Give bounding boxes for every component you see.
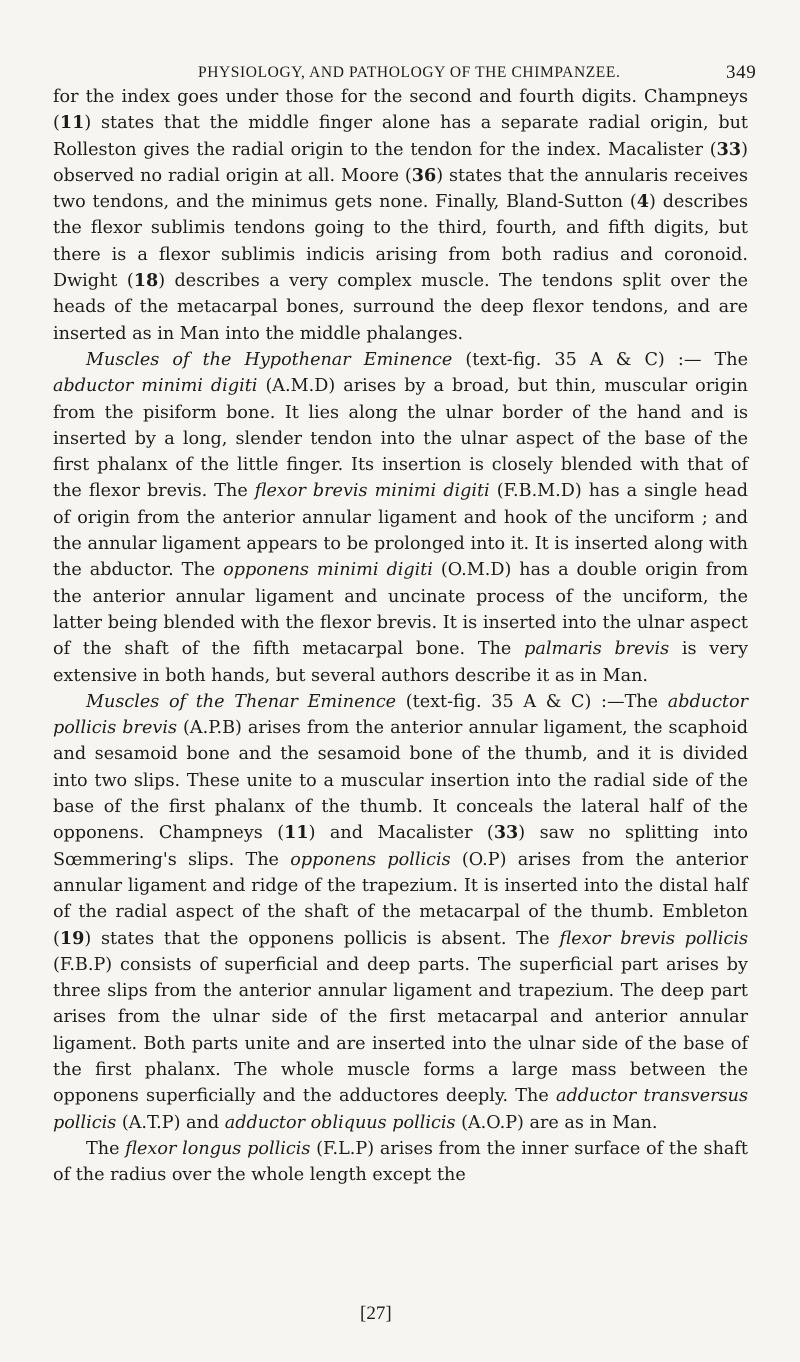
- reference-number: 36: [411, 164, 437, 186]
- text-run: ) states that the opponens pollicis is absent. The: [84, 928, 560, 949]
- paragraph-1: [53, 84, 748, 347]
- text-run: (F.B.M.D) has a single head of origin from the anterior annular ligament and hook of the unciform ; and the annular ligament appears to be prolonged into it. It is inserted along with the abductor. The: [53, 481, 748, 581]
- text-run: (F.L.P) arises from the inner surface of the shaft of the radius over the whole length except the: [53, 1138, 748, 1186]
- reference-number: 4: [636, 191, 650, 213]
- running-title: PHYSIOLOGY, AND PATHOLOGY OF THE CHIMPANZEE.: [198, 64, 621, 81]
- reference-number: 19: [59, 927, 85, 949]
- text-run: (text-fig. 35 A & C) :—The: [396, 691, 668, 712]
- italic-term: adductor obliquus pollicis: [224, 1112, 456, 1133]
- italic-term: opponens minimi digiti: [223, 560, 433, 581]
- paragraph-hypothenar: [53, 347, 748, 689]
- reference-number: 11: [59, 112, 85, 134]
- text-run: (O.P) arises from the anterior annular ligament and ridge of the trapezium. It is inserted into the distal half of the radial aspect of the shaft of the metacarpal of the thumb. Embleton (: [53, 849, 748, 949]
- text-run: ) states that the middle finger alone has a separate radial origin, but Rolleston gives the radial origin to the tendon for the index. Macalister (: [53, 113, 748, 160]
- text-run: (O.M.D) has a double origin from the anterior annular ligament and uncinate process of the unciform, the latter being blended with the flexor brevis. It is inserted into the ulnar aspect of the shaft of the fifth metacarpal bone. The: [53, 560, 749, 660]
- page-number: 349: [726, 62, 757, 83]
- body-text: [53, 84, 748, 1188]
- text-run: (A.T.P) and: [116, 1112, 225, 1133]
- reference-number: 33: [493, 822, 519, 844]
- italic-term: palmaris brevis: [524, 639, 670, 660]
- italic-term: Muscles of the Hypothenar Eminence: [86, 349, 453, 370]
- text-run: (F.B.P) consists of superficial and deep parts. The superficial part arises by three slips from the anterior annular ligament and trapezium. The deep part arises from the ulnar side of the first metacarpal and anterior annular ligament. Both parts unite and are inserted into the ulnar side of the base of the first phalanx. The whole muscle forms a large mass between the opponens superficially and the adductores deeply. The: [53, 954, 748, 1107]
- italic-term: flexor longus pollicis: [125, 1138, 311, 1159]
- text-run: ) observed no radial origin at all. Moore (: [53, 139, 748, 186]
- reference-number: 18: [133, 270, 159, 292]
- italic-term: abductor pollicis brevis: [53, 691, 748, 739]
- text-run: (A.O.P) are as in Man.: [455, 1112, 658, 1133]
- signature-mark: [27]: [360, 1303, 392, 1324]
- text-run: for the index goes under those for the second and fourth digits. Champneys (: [53, 87, 748, 134]
- text-run: is very extensive in both hands, but several authors describe it as in Man.: [53, 639, 749, 686]
- italic-term: abductor minimi digiti: [53, 376, 258, 397]
- text-run: ) states that the annularis receives two tendons, and the minimus gets none. Finally, Bland-Sutton (: [53, 165, 748, 213]
- text-run: ) describes the flexor sublimis tendons going to the third, fourth, and fifth digits, but there is a flexor sublimis indicis arising from both radius and coronoid. Dwight (: [53, 192, 748, 292]
- italic-term: flexor brevis minimi digiti: [254, 481, 490, 502]
- italic-term: Muscles of the Thenar Eminence: [86, 691, 397, 712]
- text-run: (A.M.D) arises by a broad, but thin, muscular origin from the pisiform bone. It lies along the ulnar border of the hand and is inserted by a long, slender tendon into the ulnar aspect of the base of the first phalanx of the little finger. Its insertion is closely blended with that of the flexor brevis. The: [53, 376, 748, 502]
- reference-number: 33: [716, 138, 742, 160]
- text-run: The: [86, 1138, 126, 1159]
- text-run: ) saw no splitting into Sœmmering's slips. The: [53, 823, 748, 870]
- text-run: ) describes a very complex muscle. The tendons split over the heads of the metacarpal bones, surround the deep flexor tendons, and are inserted as in Man into the middle phalanges.: [53, 271, 748, 344]
- italic-term: adductor transversus pollicis: [53, 1086, 748, 1133]
- italic-term: opponens pollicis: [290, 849, 451, 870]
- reference-number: 11: [284, 822, 309, 844]
- text-run: (text-fig. 35 A & C) :— The: [452, 349, 748, 370]
- text-run: ) and Macalister (: [308, 823, 494, 844]
- paragraph-flexor-longus: [53, 1136, 748, 1189]
- text-run: (A.P.B) arises from the anterior annular ligament, the scaphoid and sesamoid bone and the sesamoid bone of the thumb, and it is divided into two slips. These unite to a muscular insertion into the radial side of the base of the first phalanx of the thumb. It conceals the lateral half of the opponens. Champneys (: [53, 718, 748, 844]
- italic-term: flexor brevis pollicis: [559, 928, 748, 949]
- paragraph-thenar: [53, 689, 748, 1136]
